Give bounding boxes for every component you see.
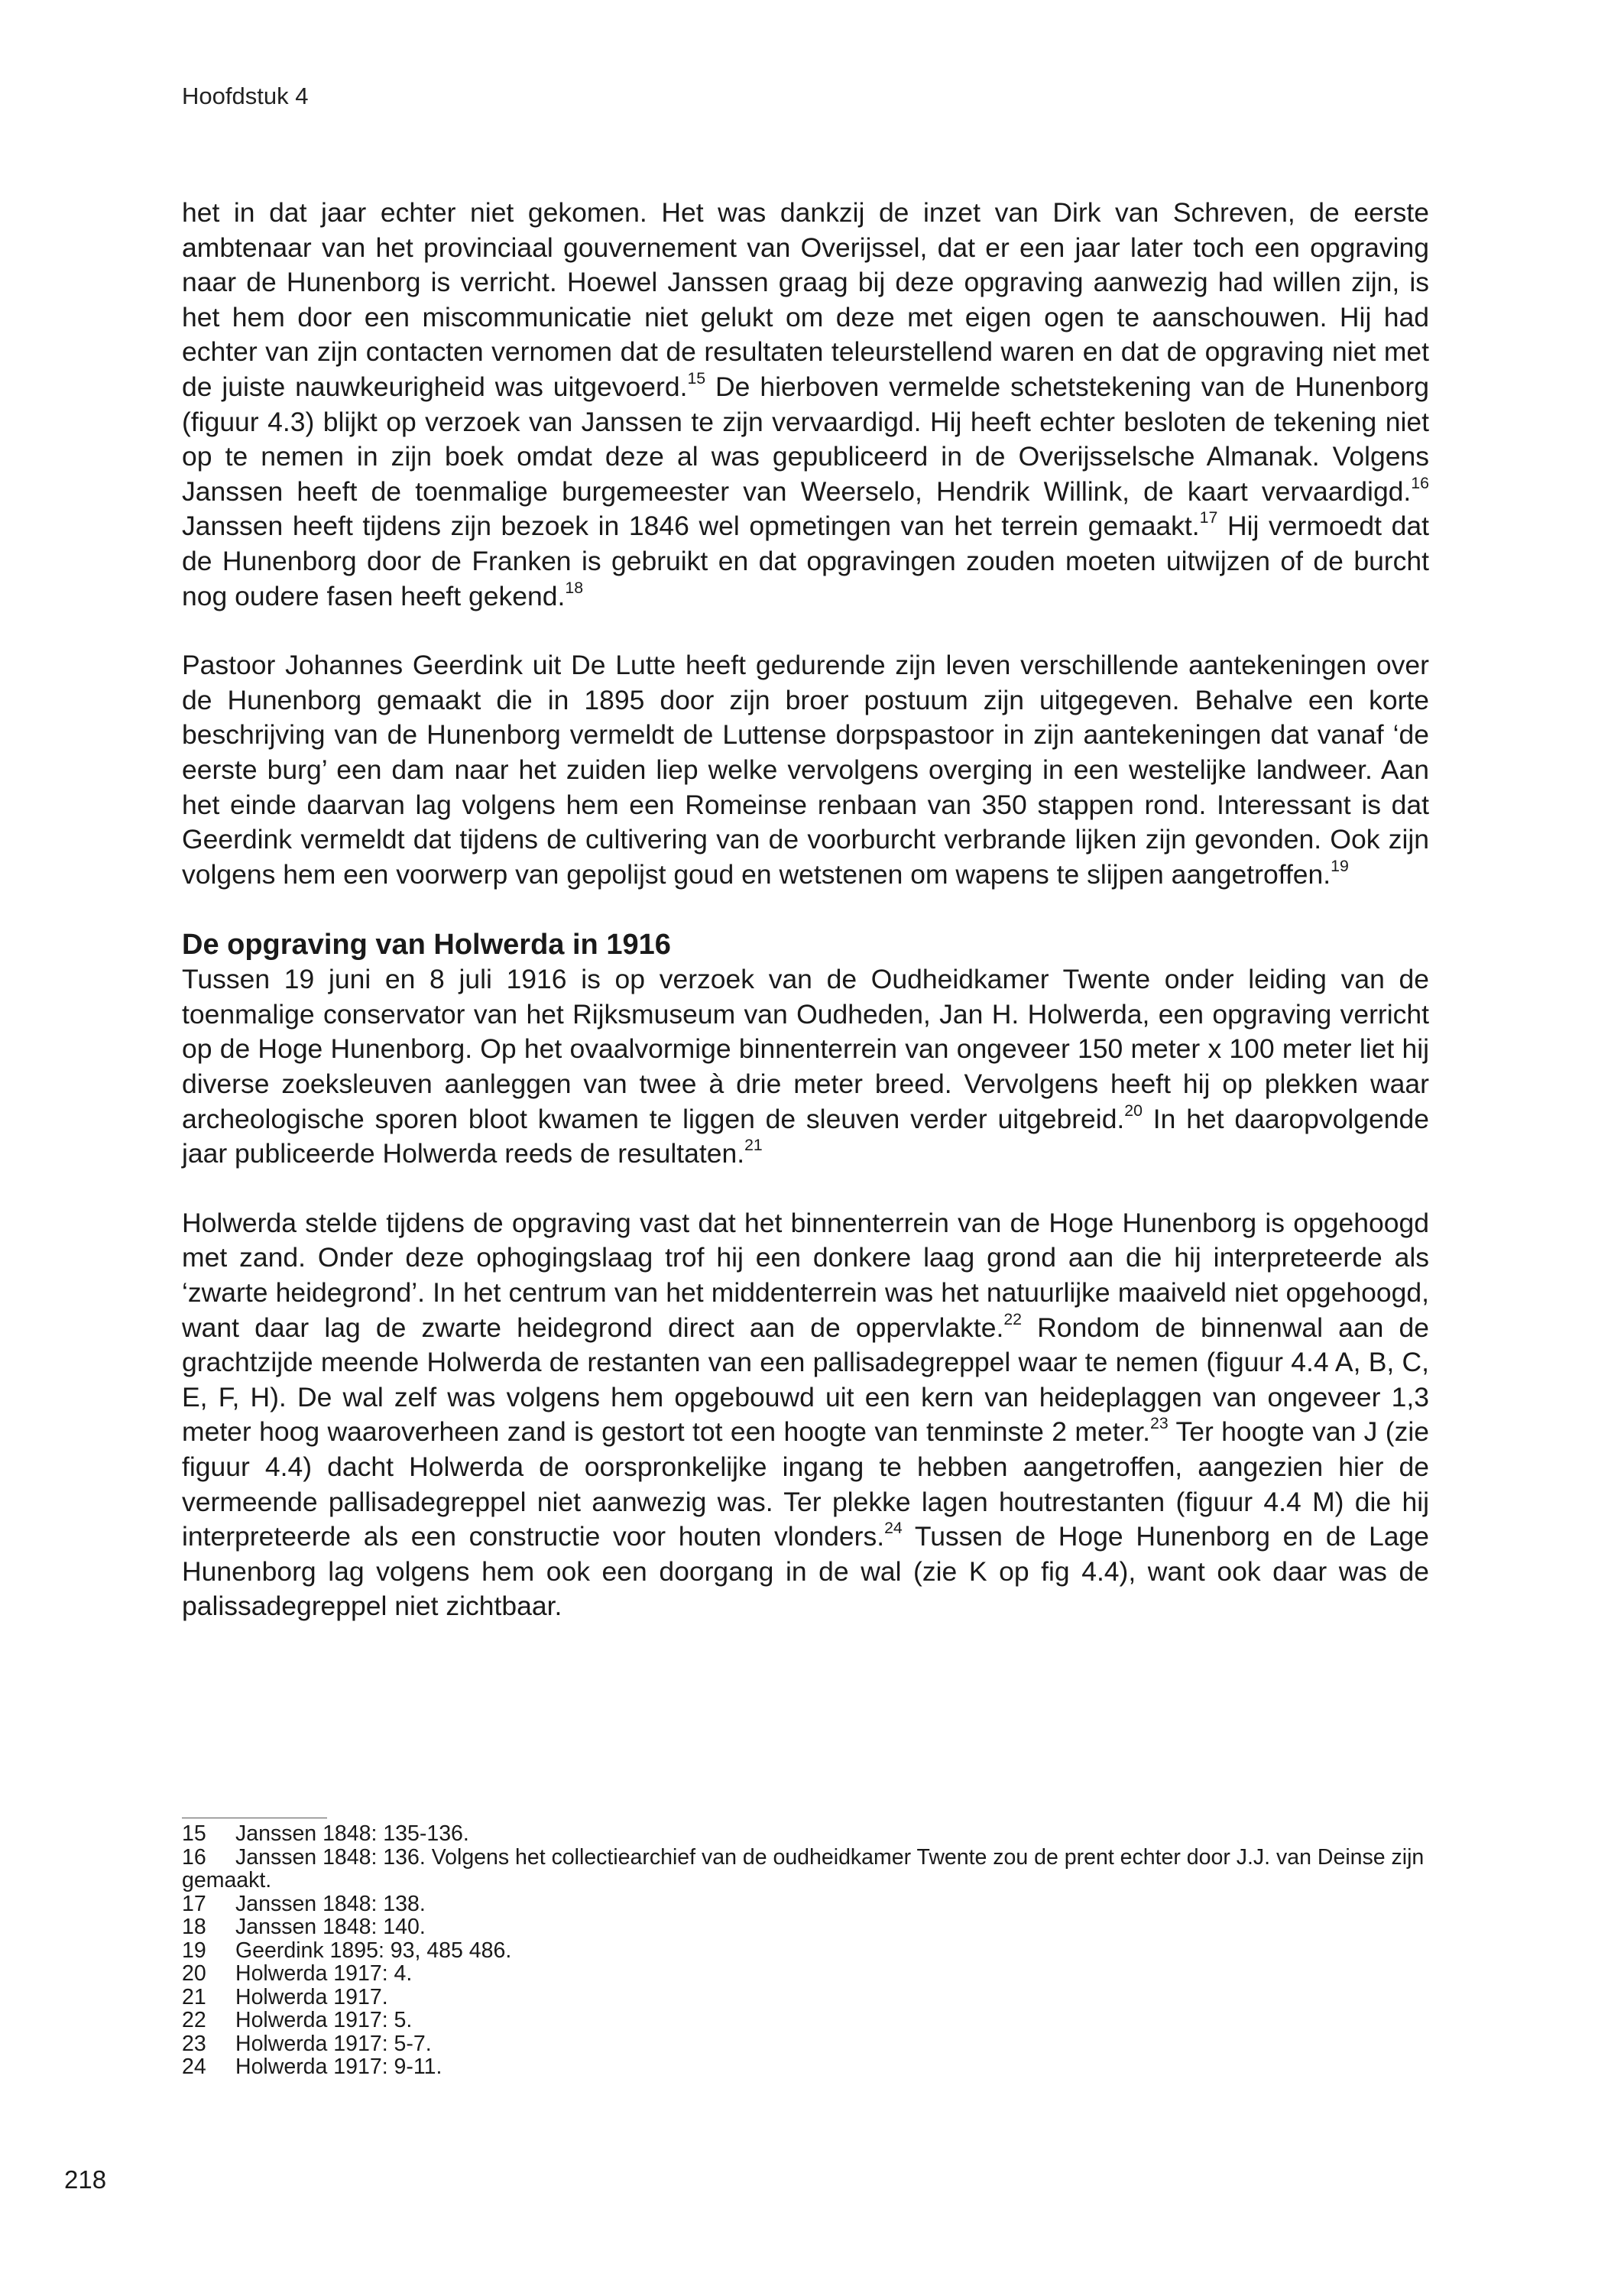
footnote xyxy=(182,1846,1429,1892)
paragraph-text: Hij vermoedt dat de Hunenborg door de Franken is gebruikt en dat opgravingen zouden moeten uitwijzen of de burcht nog oudere fasen heeft gekend. xyxy=(182,511,1429,611)
paragraph xyxy=(182,962,1429,1172)
paragraph-text: Janssen heeft tijdens zijn bezoek in 1846 wel opmetingen van het terrein gemaakt. xyxy=(182,511,1200,542)
footnote-text: Holwerda 1917. xyxy=(235,1984,388,2009)
footnote-text: Holwerda 1917: 5. xyxy=(235,2008,413,2032)
footnote-ref: 17 xyxy=(1199,508,1218,527)
paragraph-text: Rondom de binnenwal aan de grachtzijde meende Holwerda de restanten van een pallisadegreppel waar te nemen (figuur 4.4 A, B, C, E, F, H). De wal zelf was volgens hem opgebouwd uit een kern van heideplaggen van ongeveer 1,3 meter hoog waaroverheen zand is gestort tot een hoogte van tenminste 2 meter. xyxy=(182,1312,1429,1448)
footnote-number: 20 xyxy=(182,1961,206,1986)
footnote-text: Geerdink 1895: 93, 485 486. xyxy=(235,1938,512,1963)
footnote-ref: 15 xyxy=(687,369,706,388)
footnote xyxy=(182,1822,1429,1846)
footnote-ref: 22 xyxy=(1003,1309,1023,1328)
footnote xyxy=(182,2032,1429,2056)
paragraph-text: Tussen de Hoge Hunenborg en de Lage Hunenborg lag volgens hem ook een doorgang in de wal (zie K op fig 4.4), want ook daar was de palissadegreppel niet zichtbaar. xyxy=(182,1521,1429,1622)
footnote xyxy=(182,2055,1429,2079)
footnote-number: 15 xyxy=(182,1821,206,1846)
paragraph-text: Pastoor Johannes Geerdink uit De Lutte heeft gedurende zijn leven verschillende aantekeningen over de Hunenborg gemaakt die in 1895 door zijn broer postuum zijn uitgegeven. Behalve een korte beschrijving van de Hunenborg vermeldt de Luttense dorpspastoor in zijn aantekeningen dat vanaf ‘de eerste burg’ een dam naar het zuiden liep welke vervolgens overging in een westelijke landweer. Aan het einde daarvan lag volgens hem een Romeinse renbaan van 350 stappen rond. Interessant is dat Geerdink vermeldt dat tijdens de cultivering van de voorburcht verbrande lijken zijn gevonden. Ook zijn volgens hem een voorwerp van gepolijst goud en wetstenen om wapens te slijpen aangetroffen. xyxy=(182,650,1429,890)
paragraph-text: De hierboven vermelde schetstekening van de Hunenborg (figuur 4.3) blijkt op verzoek van Janssen te zijn vervaardigd. Hij heeft echter besloten de tekening niet op te nemen in zijn boek omdat deze al was gepubliceerd in de Overijsselsche Almanak. Volgens Janssen heeft de toenmalige burgemeester van Weerselo, Hendrik Willink, de kaart vervaardigd. xyxy=(182,371,1429,507)
running-head: Hoofdstuk 4 xyxy=(182,83,309,109)
footnote-ref: 16 xyxy=(1411,473,1429,492)
footnote-ref: 21 xyxy=(744,1136,763,1155)
paragraph xyxy=(182,196,1429,614)
paragraph xyxy=(182,648,1429,892)
footnote-text: Holwerda 1917: 4. xyxy=(235,1961,413,1986)
footnote-number: 19 xyxy=(182,1938,206,1963)
footnote xyxy=(182,1915,1429,1939)
paragraph-text: het in dat jaar echter niet gekomen. Het was dankzij de inzet van Dirk van Schreven, de eerste ambtenaar van het provinciaal gouvernement van Overijssel, dat er een jaar later toch een opgraving naar de Hunenborg is verricht. Hoewel Janssen graag bij deze opgraving aanwezig had willen zijn, is het hem door een miscommunicatie niet gelukt om deze met eigen ogen te aanschouwen. Hij had echter van zijn contacten vernomen dat de resultaten teleurstellend waren en dat de opgraving niet met de juiste nauwkeurigheid was uitgevoerd. xyxy=(182,197,1429,402)
footnote xyxy=(182,1939,1429,1963)
footnote-text: Janssen 1848: 136. Volgens het collectiearchief van de oudheidkamer Twente zou de prent echter door J.J. van Deinse zijn gemaakt. xyxy=(182,1844,1425,1892)
paragraph-text: Ter hoogte van J (zie figuur 4.4) dacht Holwerda de oorspronkelijke ingang te hebben aangetroffen, aangezien hier de vermeende pallisadegreppel niet aanwezig was. Ter plekke lagen houtrestanten (figuur 4.4 M) die hij interpreteerde als een constructie voor houten vlonders. xyxy=(182,1416,1429,1552)
footnote-text: Janssen 1848: 140. xyxy=(235,1915,426,1939)
footnote-ref: 20 xyxy=(1124,1101,1143,1120)
section-heading: De opgraving van Holwerda in 1916 xyxy=(182,929,671,962)
footnote xyxy=(182,2009,1429,2032)
paragraph xyxy=(182,1206,1429,1624)
footnote-ref: 19 xyxy=(1331,856,1349,875)
footnote-ref: 23 xyxy=(1150,1414,1169,1433)
footnotes xyxy=(182,1822,1429,2079)
footnote-text: Janssen 1848: 138. xyxy=(235,1891,426,1916)
footnote-text: Holwerda 1917: 9-11. xyxy=(235,2055,442,2079)
footnote xyxy=(182,1962,1429,1986)
paragraph-text: In het daaropvolgende jaar publiceerde Holwerda reeds de resultaten. xyxy=(182,1103,1429,1169)
footnote-number: 18 xyxy=(182,1915,206,1939)
footnote-number: 16 xyxy=(182,1844,206,1870)
footnote-number: 23 xyxy=(182,2031,206,2056)
footnote-text: Janssen 1848: 135-136. xyxy=(235,1821,469,1846)
footnote-number: 24 xyxy=(182,2055,206,2079)
paragraph-text: Holwerda stelde tijdens de opgraving vast dat het binnenterrein van de Hoge Hunenborg is opgehoogd met zand. Onder deze ophogingslaag trof hij een donkere laag grond aan die hij interpreteerde als ‘zwarte heidegrond’. In het centrum van het middenterrein was het natuurlijke maaiveld niet opgehoogd, want daar lag de zwarte heidegrond direct aan de oppervlakte. xyxy=(182,1207,1429,1343)
page-number: 218 xyxy=(64,2165,107,2194)
footnote-number: 22 xyxy=(182,2008,206,2032)
footnote-number: 21 xyxy=(182,1984,206,2009)
footnote xyxy=(182,1892,1429,1916)
footnote xyxy=(182,1986,1429,2009)
main-text xyxy=(182,196,1429,1624)
footnote-ref: 18 xyxy=(565,578,584,597)
footnote-ref: 24 xyxy=(884,1519,903,1538)
paragraph-text: Tussen 19 juni en 8 juli 1916 is op verzoek van de Oudheidkamer Twente onder leiding van de toenmalige conservator van het Rijksmuseum van Oudheden, Jan H. Holwerda, een opgraving verricht op de Hoge Hunenborg. Op het ovaalvormige binnenterrein van ongeveer 150 meter x 100 meter liet hij diverse zoeksleuven aanleggen van twee à drie meter breed. Vervolgens heeft hij op plekken waar archeologische sporen bloot kwamen te liggen de sleuven verder uitgebreid. xyxy=(182,964,1429,1134)
footnote-number: 17 xyxy=(182,1891,206,1916)
footnote-text: Holwerda 1917: 5-7. xyxy=(235,2031,432,2056)
